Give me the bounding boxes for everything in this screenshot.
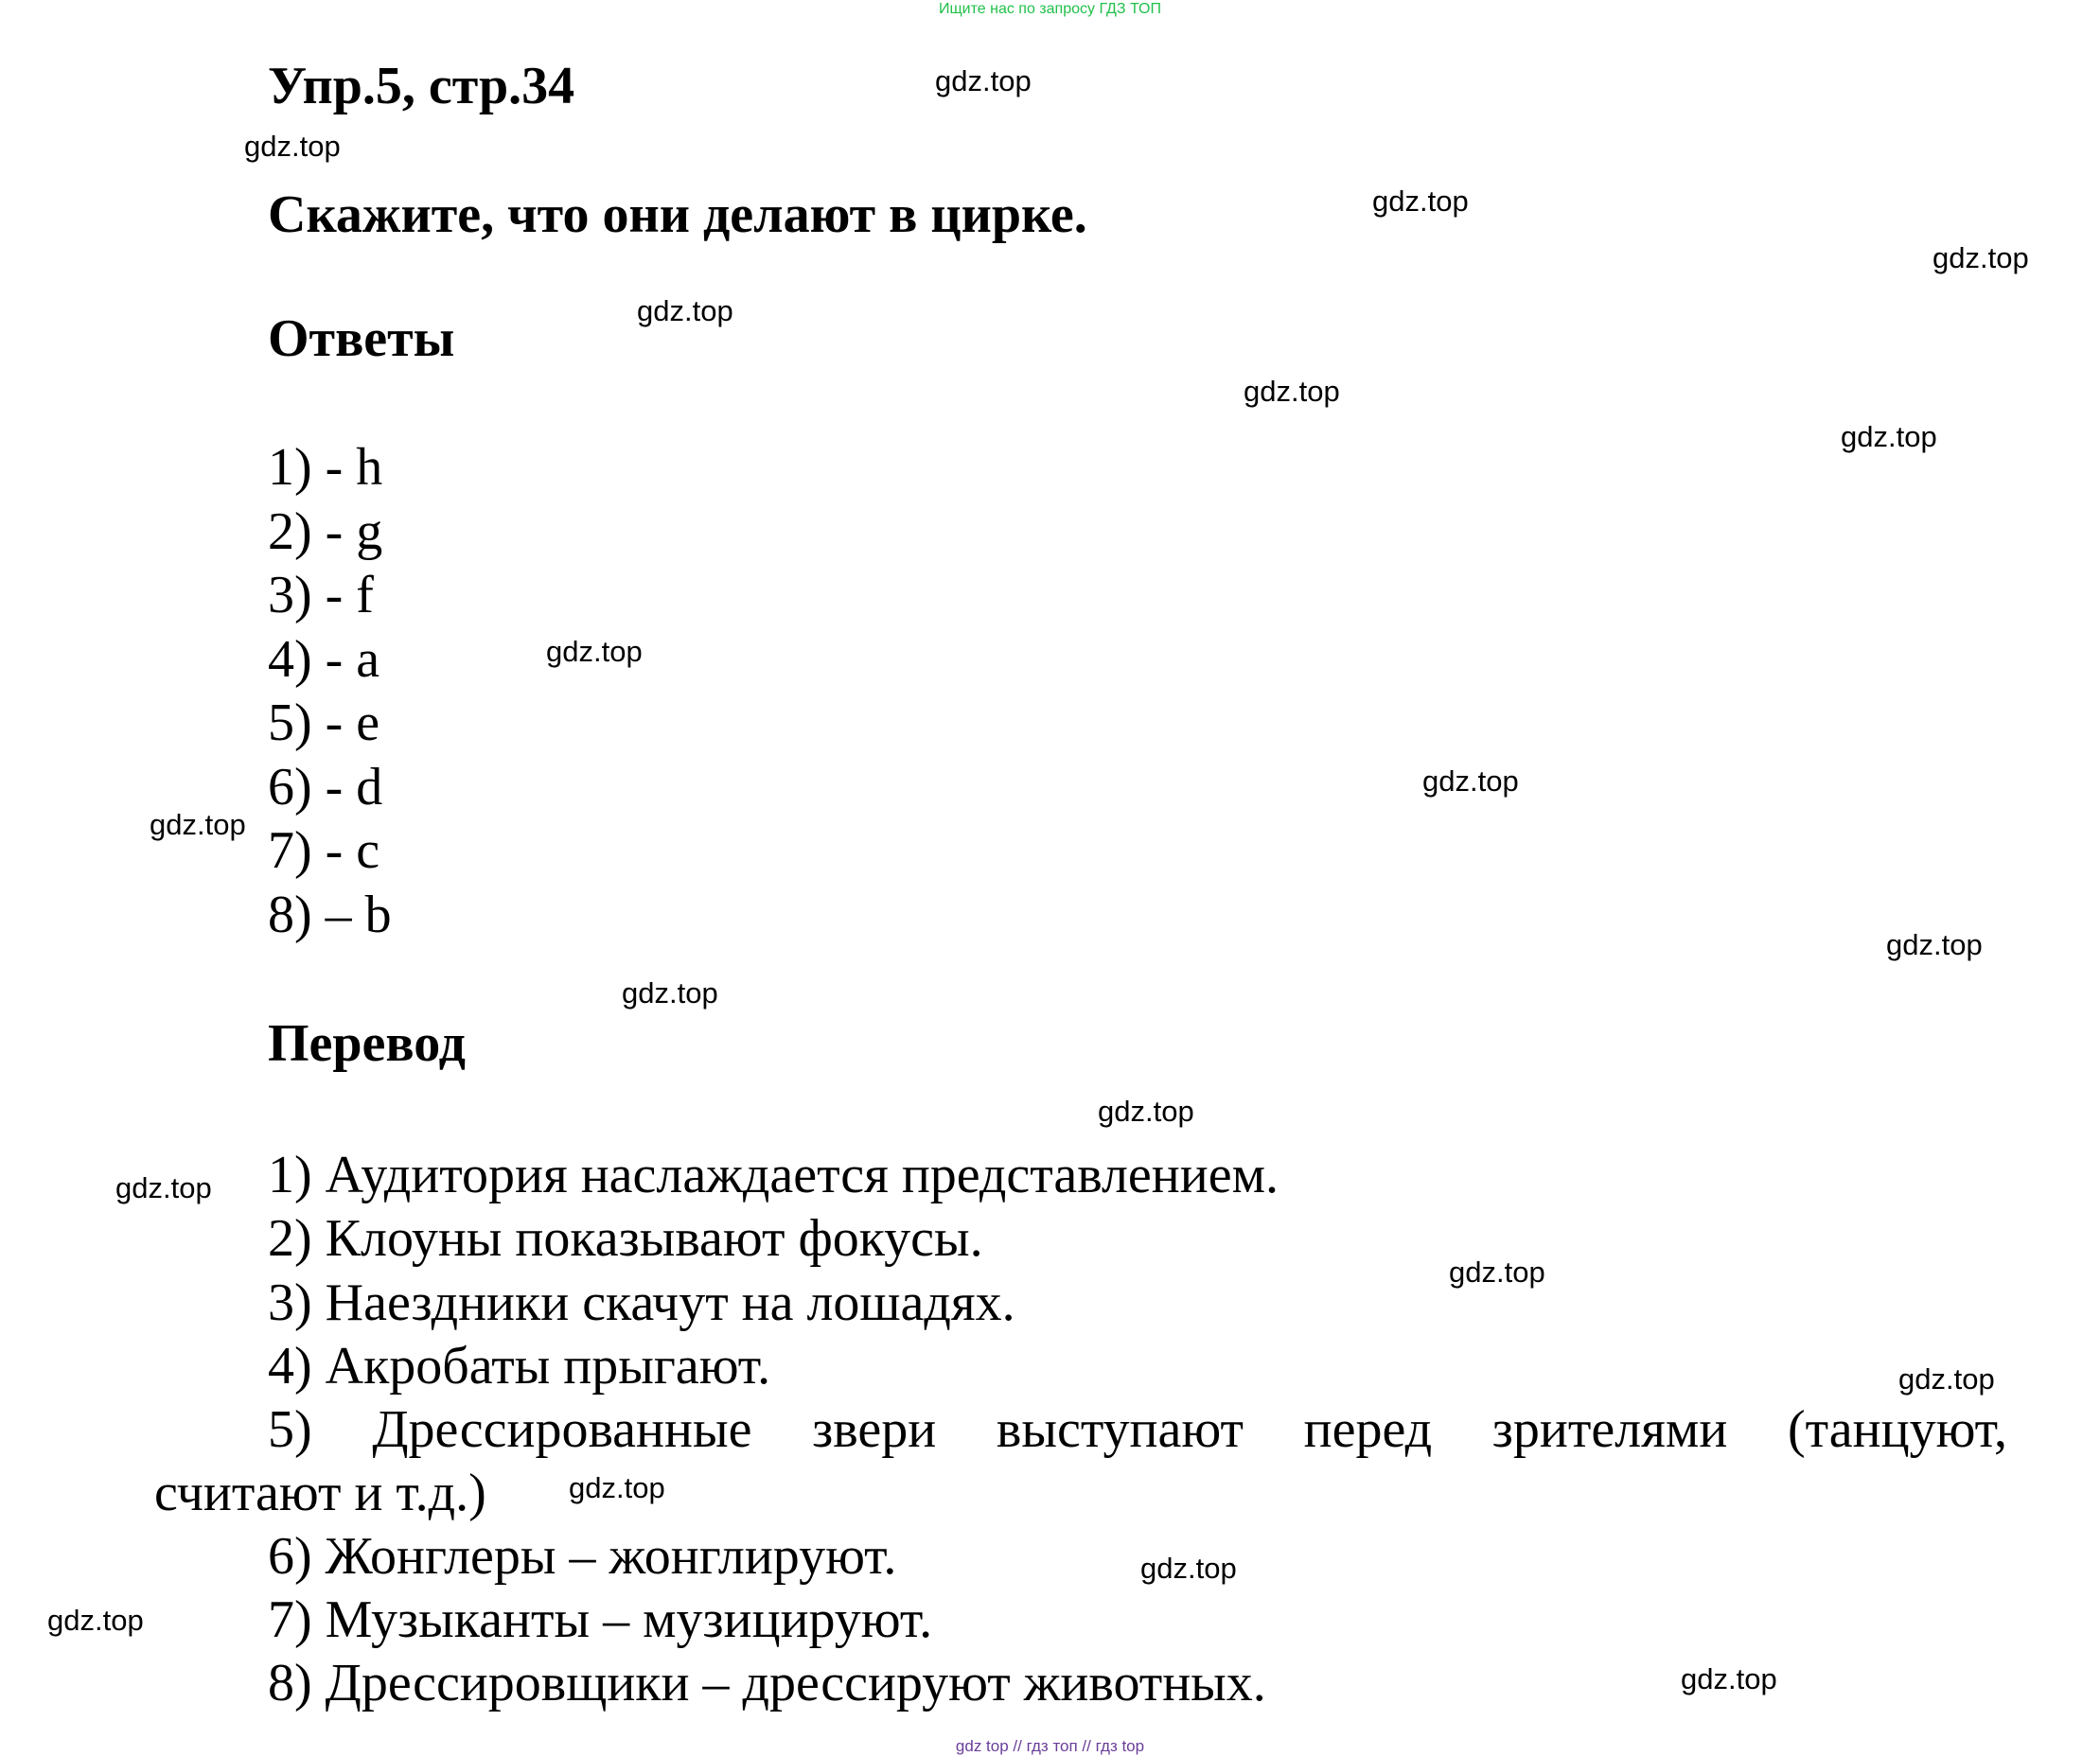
- translation-word: Дрессированные: [372, 1400, 752, 1459]
- translation-item: 6) Жонглеры – жонглируют.: [268, 1527, 897, 1586]
- answer-item: 7) - c: [268, 821, 380, 880]
- translation-heading: Перевод: [268, 1014, 466, 1073]
- bottom-footer: gdz top // гдз топ // гдз top: [955, 1737, 1145, 1755]
- translation-item-5-line2: считают и т.д.): [154, 1464, 486, 1522]
- watermark: gdz.top: [935, 64, 1032, 97]
- watermark: gdz.top: [1898, 1362, 1995, 1396]
- translation-item: 7) Музыканты – музицируют.: [268, 1590, 933, 1649]
- watermark: gdz.top: [1140, 1552, 1237, 1585]
- task-heading: Скажите, что они делают в цирке.: [268, 185, 1087, 244]
- answer-item: 4) - a: [268, 629, 380, 689]
- watermark: gdz.top: [546, 635, 643, 668]
- watermark: gdz.top: [1932, 241, 2029, 274]
- translation-item: 2) Клоуны показывают фокусы.: [268, 1209, 983, 1268]
- watermark: gdz.top: [244, 130, 341, 163]
- watermark: gdz.top: [569, 1471, 665, 1504]
- translation-word: зрителями: [1491, 1400, 1728, 1459]
- answers-list: [268, 436, 392, 947]
- answer-item: 8) – b: [268, 885, 392, 944]
- watermark: gdz.top: [637, 294, 733, 327]
- watermark: gdz.top: [1372, 184, 1469, 218]
- answer-item: 5) - e: [268, 694, 380, 752]
- watermark: gdz.top: [1886, 928, 1983, 961]
- answer-item: 2) - g: [268, 501, 383, 561]
- answer-item: 3) - f: [268, 566, 374, 624]
- translation-word: (танцуют,: [1787, 1400, 2007, 1459]
- watermark: gdz.top: [115, 1171, 212, 1204]
- translation-item-5-line1: [268, 1398, 2007, 1463]
- answer-item: 6) - d: [268, 757, 383, 817]
- watermark: gdz.top: [1098, 1095, 1194, 1128]
- watermark: gdz.top: [1244, 375, 1340, 408]
- watermark: gdz.top: [1841, 420, 1937, 453]
- answer-item: 1) - h: [268, 438, 383, 497]
- translation-word: 5): [268, 1400, 312, 1459]
- page-title: Упр.5, стр.34: [268, 57, 575, 115]
- translation-item: 8) Дрессировщики – дрессируют животных.: [268, 1654, 1266, 1712]
- watermark: gdz.top: [1449, 1256, 1545, 1289]
- translation-word: перед: [1303, 1400, 1433, 1459]
- watermark: gdz.top: [150, 808, 246, 841]
- translation-item: 1) Аудитория наслаждается представлением.: [268, 1146, 1279, 1204]
- answers-heading: Ответы: [268, 309, 455, 368]
- translation-word: выступают: [996, 1400, 1244, 1459]
- translation-item: 3) Наездники скачут на лошадях.: [268, 1273, 1015, 1332]
- watermark: gdz.top: [47, 1604, 144, 1637]
- translation-item: 4) Акробаты прыгают.: [268, 1337, 771, 1396]
- watermark: gdz.top: [1422, 764, 1519, 798]
- translation-word: звери: [812, 1400, 937, 1459]
- watermark: gdz.top: [622, 976, 718, 1010]
- watermark: gdz.top: [1681, 1662, 1777, 1695]
- top-banner: Ищите нас по запросу ГДЗ ТОП: [939, 1, 1161, 17]
